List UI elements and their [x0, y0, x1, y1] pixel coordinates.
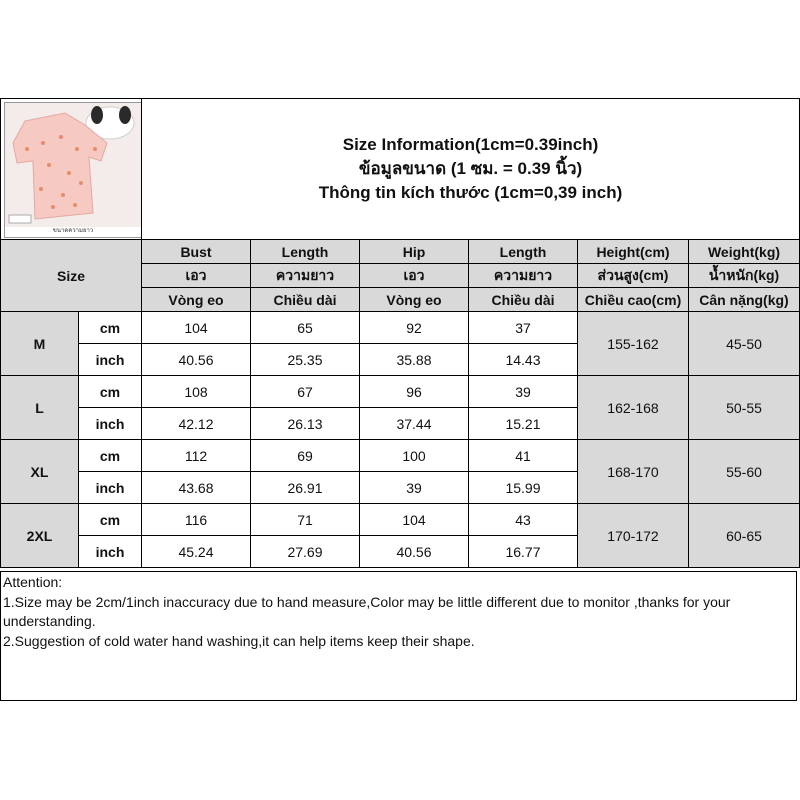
length-inch: 26.91 — [251, 472, 360, 504]
header-bust-en: Bust — [142, 240, 251, 264]
unit-label: inch — [79, 536, 142, 568]
length2-cm: 43 — [469, 504, 578, 536]
header-weight-en: Weight(kg) — [689, 240, 800, 264]
header-bust-vi: Vòng eo — [142, 288, 251, 312]
table-row — [1, 504, 800, 536]
weight-range: 55-60 — [689, 440, 800, 504]
size-label: 2XL — [1, 504, 79, 568]
attention-note-1: 1.Size may be 2cm/1inch inaccuracy due to hand measure,Color may be little different due to monitor ,thanks for your understanding. — [3, 593, 731, 629]
length-cm: 71 — [251, 504, 360, 536]
product-image-cell — [1, 99, 142, 240]
bust-inch: 45.24 — [142, 536, 251, 568]
unit-label: cm — [79, 312, 142, 344]
attention-note-2: 2.Suggestion of cold water hand washing,it can help items keep their shape. — [3, 632, 475, 649]
weight-range: 50-55 — [689, 376, 800, 440]
length-cm: 67 — [251, 376, 360, 408]
bust-inch: 40.56 — [142, 344, 251, 376]
attention-heading: Attention: — [3, 574, 63, 590]
header-bust-th: เอว — [142, 264, 251, 288]
size-label: L — [1, 376, 79, 440]
header-hip-th: เอว — [360, 264, 469, 288]
table-row — [1, 312, 800, 344]
length2-cm: 41 — [469, 440, 578, 472]
hip-cm: 104 — [360, 504, 469, 536]
unit-label: cm — [79, 440, 142, 472]
hip-inch: 40.56 — [360, 536, 469, 568]
bust-inch: 43.68 — [142, 472, 251, 504]
bust-cm: 104 — [142, 312, 251, 344]
length2-inch: 15.99 — [469, 472, 578, 504]
height-range: 155-162 — [578, 312, 689, 376]
header-length2-en: Length — [469, 240, 578, 264]
unit-label: inch — [79, 344, 142, 376]
table-row — [1, 376, 800, 408]
hip-cm: 100 — [360, 440, 469, 472]
header-length-en: Length — [251, 240, 360, 264]
hip-inch: 37.44 — [360, 408, 469, 440]
title-vietnamese: Thông tin kích thước (1cm=0,39 inch) — [318, 183, 623, 202]
height-range: 168-170 — [578, 440, 689, 504]
bust-inch: 42.12 — [142, 408, 251, 440]
size-table — [0, 98, 800, 568]
bust-cm: 112 — [142, 440, 251, 472]
size-label: M — [1, 312, 79, 376]
header-height-vi: Chiều cao(cm) — [578, 288, 689, 312]
hip-inch: 35.88 — [360, 344, 469, 376]
length-cm: 65 — [251, 312, 360, 344]
header-length2-th: ความยาว — [469, 264, 578, 288]
photo-caption: ขนาดความยาว — [52, 228, 94, 234]
header-length-vi: Chiều dài — [251, 288, 360, 312]
unit-label: cm — [79, 504, 142, 536]
title-thai: ข้อมูลขนาด (1 ซม. = 0.39 นิ้ว) — [358, 159, 583, 178]
length-inch: 26.13 — [251, 408, 360, 440]
weight-range: 60-65 — [689, 504, 800, 568]
weight-range: 45-50 — [689, 312, 800, 376]
size-header: Size — [1, 240, 142, 312]
header-weight-th: น้ำหนัก(kg) — [689, 264, 800, 288]
product-photo — [4, 102, 142, 238]
header-hip-en: Hip — [360, 240, 469, 264]
hip-cm: 96 — [360, 376, 469, 408]
bust-cm: 108 — [142, 376, 251, 408]
attention-notes — [0, 571, 797, 701]
length2-inch: 16.77 — [469, 536, 578, 568]
header-height-th: ส่วนสูง(cm) — [578, 264, 689, 288]
title-cell — [142, 99, 800, 240]
height-range: 162-168 — [578, 376, 689, 440]
length2-cm: 39 — [469, 376, 578, 408]
size-label: XL — [1, 440, 79, 504]
title-english: Size Information(1cm=0.39inch) — [342, 135, 599, 154]
height-range: 170-172 — [578, 504, 689, 568]
length2-inch: 15.21 — [469, 408, 578, 440]
hip-cm: 92 — [360, 312, 469, 344]
bust-cm: 116 — [142, 504, 251, 536]
header-length-th: ความยาว — [251, 264, 360, 288]
unit-label: cm — [79, 376, 142, 408]
unit-label: inch — [79, 472, 142, 504]
length2-inch: 14.43 — [469, 344, 578, 376]
size-chart — [0, 98, 799, 568]
table-row — [1, 440, 800, 472]
length-inch: 27.69 — [251, 536, 360, 568]
header-length2-vi: Chiều dài — [469, 288, 578, 312]
header-height-en: Height(cm) — [578, 240, 689, 264]
header-weight-vi: Cân nặng(kg) — [689, 288, 800, 312]
length-inch: 25.35 — [251, 344, 360, 376]
header-hip-vi: Vòng eo — [360, 288, 469, 312]
length2-cm: 37 — [469, 312, 578, 344]
unit-label: inch — [79, 408, 142, 440]
length-cm: 69 — [251, 440, 360, 472]
hip-inch: 39 — [360, 472, 469, 504]
